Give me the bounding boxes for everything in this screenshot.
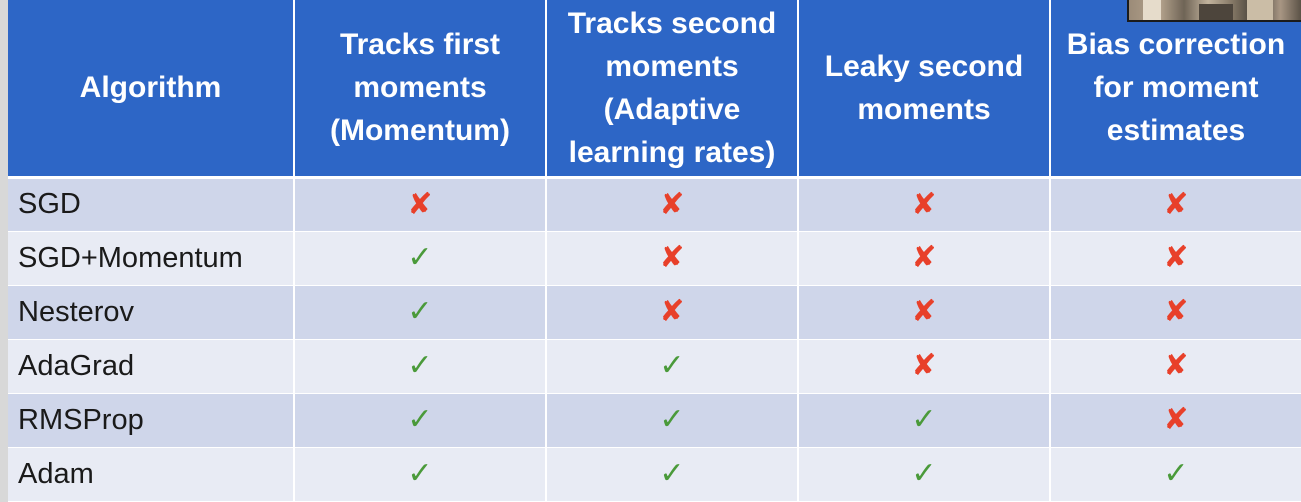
header-first-moments: Tracks first moments (Momentum) (294, 0, 546, 177)
table-row (8, 393, 1301, 447)
cell-leaky-second-moments (798, 393, 1050, 447)
cell-first-moments (294, 177, 546, 231)
header-leaky-second-moments: Leaky second moments (798, 0, 1050, 177)
table-row (8, 447, 1301, 501)
header-row (8, 0, 1301, 177)
table-row (8, 285, 1301, 339)
row-algorithm-name: Adam (8, 447, 294, 501)
cell-second-moments (546, 339, 798, 393)
cell-first-moments (294, 231, 546, 285)
optimizer-comparison-table (8, 0, 1301, 502)
table-row (8, 339, 1301, 393)
cell-second-moments (546, 231, 798, 285)
table-row (8, 177, 1301, 231)
cell-first-moments (294, 285, 546, 339)
cell-leaky-second-moments (798, 285, 1050, 339)
status-mark-icon: ✘ (911, 241, 937, 275)
status-mark-icon: ✓ (659, 457, 685, 491)
status-mark-icon: ✘ (911, 349, 937, 383)
cell-bias-correction (1050, 339, 1301, 393)
header-second-moments: Tracks second moments (Adaptive learning rates) (546, 0, 798, 177)
row-algorithm-name: SGD+Momentum (8, 231, 294, 285)
status-mark-icon: ✘ (659, 295, 685, 329)
table-row (8, 231, 1301, 285)
status-mark-icon: ✘ (659, 187, 685, 221)
status-mark-icon: ✓ (407, 349, 433, 383)
header-algorithm: Algorithm (8, 0, 294, 177)
status-mark-icon: ✓ (659, 403, 685, 437)
status-mark-icon: ✘ (911, 295, 937, 329)
status-mark-icon: ✓ (407, 403, 433, 437)
row-algorithm-name: RMSProp (8, 393, 294, 447)
row-algorithm-name: SGD (8, 177, 294, 231)
cell-second-moments (546, 447, 798, 501)
webcam-thumbnail-icon (1127, 0, 1301, 22)
cell-leaky-second-moments (798, 447, 1050, 501)
status-mark-icon: ✘ (407, 187, 433, 221)
cell-bias-correction (1050, 393, 1301, 447)
row-algorithm-name: AdaGrad (8, 339, 294, 393)
cell-first-moments (294, 447, 546, 501)
cell-second-moments (546, 285, 798, 339)
cell-first-moments (294, 339, 546, 393)
status-mark-icon: ✘ (1163, 187, 1189, 221)
status-mark-icon: ✘ (1163, 241, 1189, 275)
status-mark-icon: ✘ (1163, 349, 1189, 383)
cell-bias-correction (1050, 177, 1301, 231)
status-mark-icon: ✘ (1163, 295, 1189, 329)
status-mark-icon: ✓ (1163, 457, 1189, 491)
cell-second-moments (546, 393, 798, 447)
status-mark-icon: ✘ (659, 241, 685, 275)
status-mark-icon: ✓ (407, 295, 433, 329)
cell-bias-correction (1050, 447, 1301, 501)
cell-second-moments (546, 177, 798, 231)
status-mark-icon: ✘ (911, 187, 937, 221)
cell-first-moments (294, 393, 546, 447)
status-mark-icon: ✓ (407, 241, 433, 275)
status-mark-icon: ✓ (407, 457, 433, 491)
row-algorithm-name: Nesterov (8, 285, 294, 339)
status-mark-icon: ✓ (911, 403, 937, 437)
header-bias-correction: Bias correction for moment estimates (1050, 0, 1301, 177)
cell-leaky-second-moments (798, 231, 1050, 285)
status-mark-icon: ✓ (659, 349, 685, 383)
slide-left-edge (0, 0, 8, 502)
status-mark-icon: ✘ (1163, 403, 1189, 437)
status-mark-icon: ✓ (911, 457, 937, 491)
cell-leaky-second-moments (798, 339, 1050, 393)
cell-bias-correction (1050, 285, 1301, 339)
cell-bias-correction (1050, 231, 1301, 285)
cell-leaky-second-moments (798, 177, 1050, 231)
